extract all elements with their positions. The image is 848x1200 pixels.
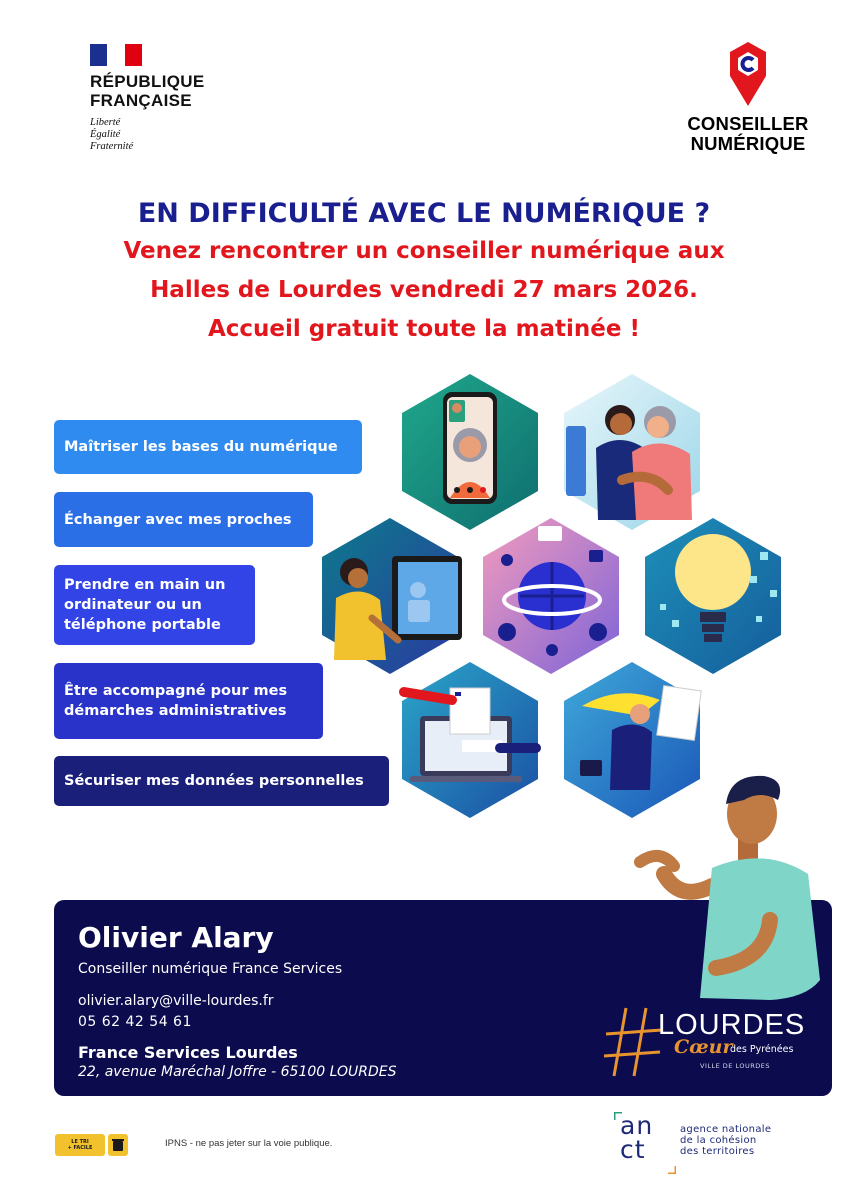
service-devices-line-2: ordinateur ou un	[64, 597, 202, 613]
rf-motto	[90, 117, 250, 153]
service-basics	[54, 420, 362, 474]
motto-egalite: Égalité	[90, 129, 121, 140]
hashtag-icon	[602, 1004, 666, 1080]
advisor-phone[interactable]: 05 62 42 54 61	[78, 1014, 192, 1030]
lourdes-ville: VILLE DE LOURDES	[700, 1062, 770, 1070]
french-flag-icon	[90, 44, 142, 66]
republique-francaise-logo	[90, 44, 250, 153]
headline-line-3: Accueil gratuit toute la matinée !	[207, 316, 640, 342]
service-basics-text: Maîtriser les bases du numérique	[64, 439, 338, 455]
tri-badges	[55, 1134, 128, 1156]
ipns-notice: IPNS - ne pas jeter sur la voie publique.	[165, 1138, 333, 1149]
lourdes-coeur: Cœur	[674, 1036, 733, 1058]
rf-name-line-2: FRANÇAISE	[90, 91, 192, 110]
anct-text	[680, 1124, 771, 1157]
recycling-bin-icon	[108, 1134, 128, 1156]
headline-title: EN DIFFICULTÉ AVEC LE NUMÉRIQUE ?	[137, 198, 711, 229]
tri-facile-badge	[55, 1134, 105, 1156]
service-devices	[54, 565, 255, 645]
headline	[0, 196, 848, 349]
office-name: France Services Lourdes	[78, 1043, 298, 1062]
service-devices-line-3: téléphone portable	[64, 617, 221, 633]
document-woman-hexagon	[564, 662, 701, 818]
service-exchange	[54, 492, 313, 547]
anct-logo	[614, 1112, 814, 1174]
motto-liberte: Liberté	[90, 117, 121, 128]
light-bulb-hexagon	[645, 518, 781, 674]
anct-letters-1: an	[620, 1111, 654, 1140]
service-security	[54, 756, 389, 806]
computer-user-hexagon	[322, 518, 462, 674]
service-exchange-text: Échanger avec mes proches	[64, 511, 292, 528]
cn-line-2: NUMÉRIQUE	[690, 133, 806, 154]
tri-badge-line-2: + FACILE	[67, 1145, 93, 1151]
admin-laptop-hexagon	[402, 662, 538, 818]
couple-hexagon	[564, 374, 700, 530]
lourdes-pyrenees: des Pyrénées	[730, 1044, 794, 1055]
anct-text-3: des territoires	[680, 1146, 755, 1157]
video-call-hexagon	[402, 374, 538, 530]
conseiller-numerique-logo	[678, 40, 818, 154]
corner-icon	[668, 1166, 676, 1174]
anct-letters	[620, 1111, 654, 1164]
lourdes-word: LOURDES	[658, 1009, 806, 1041]
map-pin-icon	[727, 40, 769, 108]
office-address: 22, avenue Maréchal Joffre - 65100 LOURDES	[78, 1064, 397, 1080]
cn-line-1: CONSEILLER	[687, 113, 809, 134]
anct-letters-2: ct	[620, 1135, 646, 1164]
service-devices-line-1: Prendre en main un	[64, 577, 226, 593]
headline-line-1: Venez rencontrer un conseiller numérique aux	[123, 238, 725, 264]
advisor-role: Conseiller numérique France Services	[78, 961, 343, 977]
service-security-text: Sécuriser mes données personnelles	[64, 773, 364, 789]
motto-fraternite: Fraternité	[90, 141, 134, 152]
advisor-name: Olivier Alary	[78, 921, 274, 954]
anct-text-1: agence nationale	[680, 1124, 772, 1135]
anct-text-2: de la cohésion	[680, 1135, 757, 1146]
lourdes-logo	[600, 1004, 810, 1080]
advisor-email[interactable]: olivier.alary@ville-lourdes.fr	[78, 993, 274, 1009]
service-admin-line-2: démarches administratives	[64, 703, 287, 719]
headline-line-2: Halles de Lourdes vendredi 27 mars 2026.	[150, 277, 698, 303]
service-admin-line-1: Être accompagné pour mes	[64, 683, 288, 699]
service-admin	[54, 663, 323, 739]
globe-security-hexagon	[483, 518, 619, 674]
tri-badge-line-1: LE TRI	[71, 1139, 89, 1145]
rf-name-line-1: RÉPUBLIQUE	[90, 72, 205, 91]
